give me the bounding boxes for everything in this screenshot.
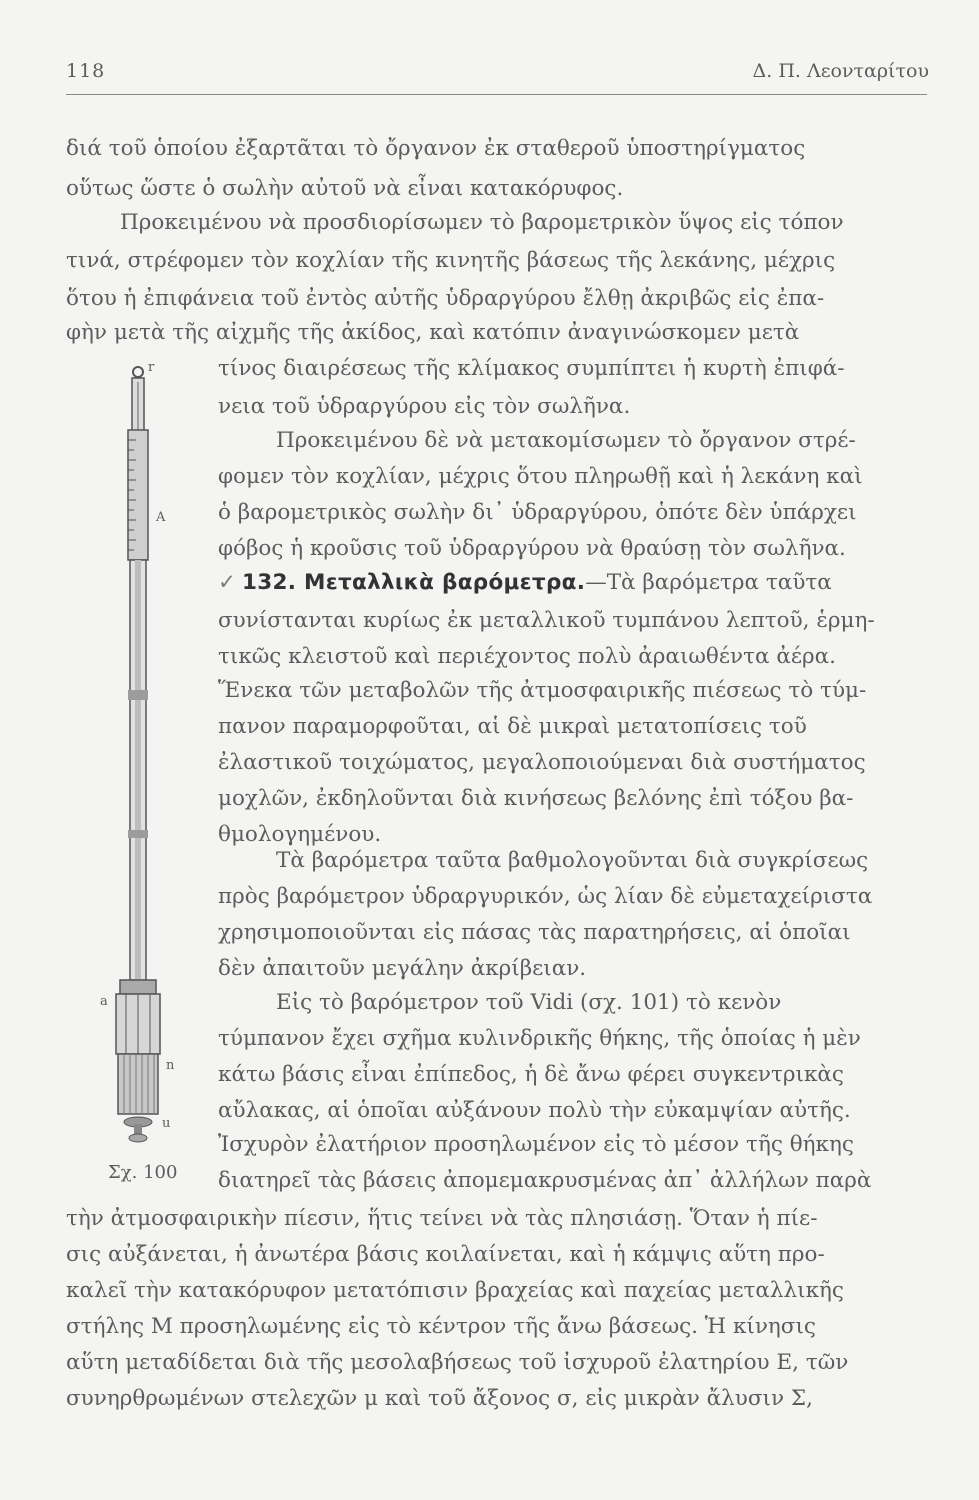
text-line: κάτω βάσις εἶναι ἐπίπεδος, ἡ δὲ ἄνω φέρει συγκεντρικὰς [218, 1062, 844, 1087]
text-line: οὕτως ὥστε ὁ σωλὴν αὐτοῦ νὰ εἶναι κατακόρυφος. [66, 176, 624, 201]
figure-label-a-upper: A [156, 510, 166, 525]
text-line: Ἰσχυρὸν ἐλατήριον προσηλωμένον εἰς τὸ μέσον τῆς θήκης [218, 1132, 854, 1157]
section-title: 132. Μεταλλικὰ βαρόμετρα. [242, 570, 586, 595]
text-line: φομεν τὸν κοχλίαν, μέχρις ὅτου πληρωθῇ καὶ ἡ λεκάνη καὶ [218, 464, 863, 489]
text-line: διατηρεῖ τὰς βάσεις ἀπομεμακρυσμένας ἀπ᾽ ἀλλήλων παρὰ [218, 1168, 872, 1193]
text-line: Προκειμένου δὲ νὰ μετακομίσωμεν τὸ ὄργανον στρέ- [276, 428, 856, 453]
page-number: 118 [66, 60, 106, 82]
text-line: θμολογημένου. [218, 822, 382, 847]
header-rule [66, 94, 927, 95]
text-line: συνίστανται κυρίως ἐκ μεταλλικοῦ τυμπάνου λεπτοῦ, ἑρμη- [218, 608, 875, 633]
text-line: αὕτη μεταδίδεται διὰ τῆς μεσολαβήσεως τοῦ ἰσχυροῦ ἐλατηρίου Ε, τῶν [66, 1350, 849, 1375]
text-line: ἐλαστικοῦ τοιχώματος, μεγαλοποιούμεναι διὰ συστήματος [218, 750, 866, 775]
section-heading [218, 572, 932, 594]
figure-label-n: n [166, 1058, 175, 1073]
text-line: μοχλῶν, ἐκδηλοῦνται διὰ κινήσεως βελόνης ἐπὶ τόξου βα- [218, 786, 854, 811]
figure-label-r: r [148, 360, 155, 375]
text-line: καλεῖ τὴν κατακόρυφον μετατόπισιν βραχείας καὶ παχείας μεταλλικῆς [66, 1278, 844, 1303]
check-mark-icon: ✓ [218, 570, 237, 595]
text-line: τινά, στρέφομεν τὸν κοχλίαν τῆς κινητῆς βάσεως τῆς λεκάνης, μέχρις [66, 248, 836, 273]
text-line: στήλης Μ προσηλωμένης εἰς τὸ κέντρον τῆς ἄνω βάσεως. Ἡ κίνησις [66, 1314, 816, 1339]
text-line: σις αὐξάνεται, ἡ ἀνωτέρα βάσις κοιλαίνεται, καὶ ἡ κάμψις αὕτη προ- [66, 1242, 825, 1267]
text-line: Εἰς τὸ βαρόμετρον τοῦ Vidi (σχ. 101) τὸ κενὸν [276, 990, 782, 1015]
text-line: ὁ βαρομετρικὸς σωλὴν δι᾽ ὑδραργύρου, ὁπότε δὲν ὑπάρχει [218, 500, 857, 525]
text-line: δὲν ἀπαιτοῦν μεγάλην ἀκρίβειαν. [218, 956, 587, 981]
text-line: τύμπανον ἔχει σχῆμα κυλινδρικῆς θήκης, τῆς ὁποίας ἡ μὲν [218, 1026, 861, 1051]
barometer-figure [100, 360, 220, 1150]
text-line: χρησιμοποιοῦνται εἰς πάσας τὰς παρατηρήσεις, αἱ ὁποῖαι [218, 920, 851, 945]
text-line: Τὰ βαρόμετρα ταῦτα βαθμολογοῦνται διὰ συγκρίσεως [276, 848, 869, 873]
running-head: Δ. Π. Λεονταρίτου [752, 60, 929, 82]
text-line: αὔλακας, αἱ ὁποῖαι αὐξάνουν πολὺ τὴν εὐκαμψίαν αὐτῆς. [218, 1098, 851, 1123]
text-line: τίνος διαιρέσεως τῆς κλίμακος συμπίπτει ἡ κυρτὴ ἐπιφά- [218, 356, 845, 381]
text-line: ὅτου ἡ ἐπιφάνεια τοῦ ἐντὸς αὐτῆς ὑδραργύρου ἔλθῃ ἀκριβῶς εἰς ἐπα- [66, 286, 825, 311]
text-line: Ἕνεκα τῶν μεταβολῶν τῆς ἀτμοσφαιρικῆς πιέσεως τὸ τύμ- [218, 678, 867, 703]
figure-label-a-lower: a [100, 994, 108, 1009]
text-line: φόβος ἡ κροῦσις τοῦ ὑδραργύρου νὰ θραύσῃ τὸν σωλῆνα. [218, 536, 846, 561]
text-line: τὴν ἀτμοσφαιρικὴν πίεσιν, ἥτις τείνει νὰ τὰς πλησιάσῃ. Ὅταν ἡ πίε- [66, 1206, 818, 1231]
barometer-illustration [100, 360, 220, 1150]
text-line: πανον παραμορφοῦται, αἱ δὲ μικραὶ μετατοπίσεις τοῦ [218, 714, 807, 739]
text-line: συνηρθρωμένων στελεχῶν μ καὶ τοῦ ἄξονος σ, εἰς μικρὰν ἄλυσιν Σ, [66, 1386, 813, 1411]
text-line: φὴν μετὰ τῆς αἰχμῆς τῆς ἀκίδος, καὶ κατόπιν ἀναγινώσκομεν μετὰ [66, 320, 800, 345]
text-line: τικῶς κλειστοῦ καὶ περιέχοντος πολὺ ἀραιωθέντα ἀέρα. [218, 644, 836, 669]
text-line: Προκειμένου νὰ προσδιορίσωμεν τὸ βαρομετρικὸν ὕψος εἰς τόπον [120, 210, 844, 235]
figure-label-u: u [162, 1116, 171, 1131]
text-line: νεια τοῦ ὑδραργύρου εἰς τὸν σωλῆνα. [218, 394, 631, 419]
text-line: πρὸς βαρόμετρον ὑδραργυρικόν, ὡς λίαν δὲ εὐμεταχείριστα [218, 884, 873, 909]
section-title-rest: —Τὰ βαρόμετρα ταῦτα [585, 570, 832, 595]
text-line: διά τοῦ ὁποίου ἐξαρτᾶται τὸ ὄργανον ἐκ σταθεροῦ ὑποστηρίγματος [66, 136, 806, 161]
figure-caption: Σχ. 100 [108, 1162, 178, 1183]
